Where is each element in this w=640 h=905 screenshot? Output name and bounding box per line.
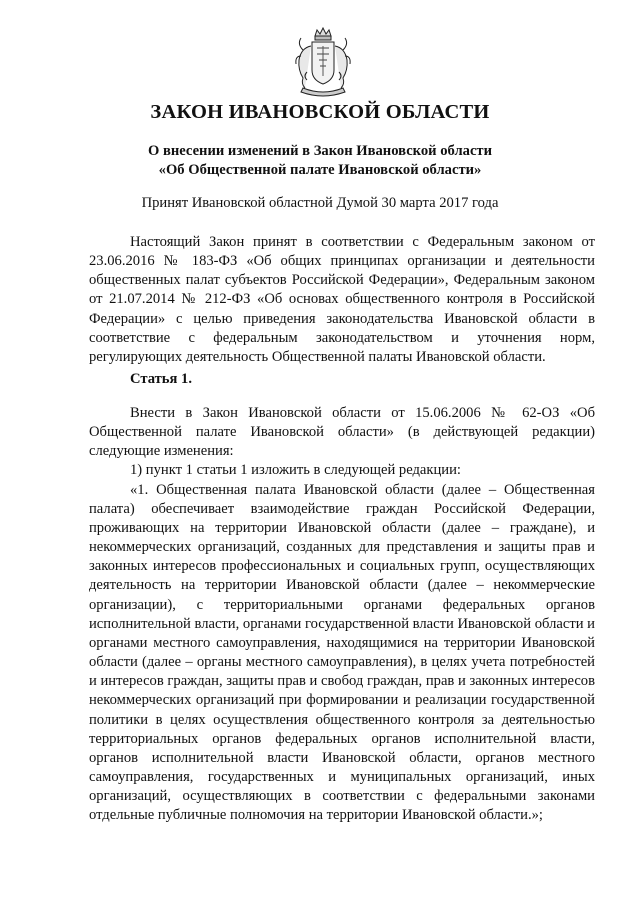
- law-subtitle-line-2: «Об Общественной палате Ивановской области»: [158, 162, 482, 178]
- article-1-body: [89, 404, 595, 825]
- intro-section: [89, 233, 595, 367]
- article-1-paragraph-2: 1) пункт 1 статьи 1 изложить в следующей редакции:: [130, 462, 461, 479]
- intro-paragraph: Настоящий Закон принят в соответствии с Федеральным законом от 23.06.2016 № 183-ФЗ «Об общих принципах организации и деятельности общественных палат субъектов Российской Федерации», Федеральным законом от 21.07.2014 № 212-ФЗ «Об основах общественного контроля в Российской Федерации» с целью приведения законодательства Ивановской области в соответствие с федеральным законодательством и уточнения норм, регулирующих деятельность Общественной палаты Ивановской области.: [89, 234, 595, 365]
- law-subtitle-line-1: О внесении изменений в Закон Ивановской области: [147, 143, 493, 159]
- article-1-paragraph-1: Внести в Закон Ивановской области от 15.06.2006 № 62-ОЗ «Об Общественной палате Ивановской области» (в действующей редакции) следующие изменения:: [89, 405, 595, 460]
- adoption-date-line: Принят Ивановской областной Думой 30 марта 2017 года: [141, 195, 499, 211]
- article-1-heading: Статья 1.: [130, 371, 192, 387]
- article-1-paragraph-3: «1. Общественная палата Ивановской области (далее – Общественная палата) обеспечивает взаимодействие граждан Российской Федерации, проживающих на территории Ивановской области (далее – граждане), и некоммерческих организаций, созданных для представления и защиты прав и законных интересов профессиональных и социальных групп, осуществляющих деятельность на территории Ивановской области (далее – некоммерческие организации), с территориальными органами федеральных органов исполнительной власти, органами государственной власти Ивановской области и органами местного самоуправления, находящимися на территории Ивановской области (далее – органы местного самоуправления), в целях учета потребностей и интересов граждан, защиты прав и свобод граждан, прав и законных интересов некоммерческих организаций при формировании и реализации государственной политики в целях осуществления общественного контроля за деятельностью территориальных органов федеральных органов исполнительной власти, органов исполнительной власти Ивановской области, органов местного самоуправления, государственных и муниципальных организаций, иных организаций, осуществляющих в соответствии с федеральными законами отдельные публичные полномочия на территории Ивановской области.»;: [89, 481, 595, 824]
- coat-of-arms-emblem: [293, 26, 353, 98]
- law-title: ЗАКОН ИВАНОВСКОЙ ОБЛАСТИ: [150, 101, 490, 123]
